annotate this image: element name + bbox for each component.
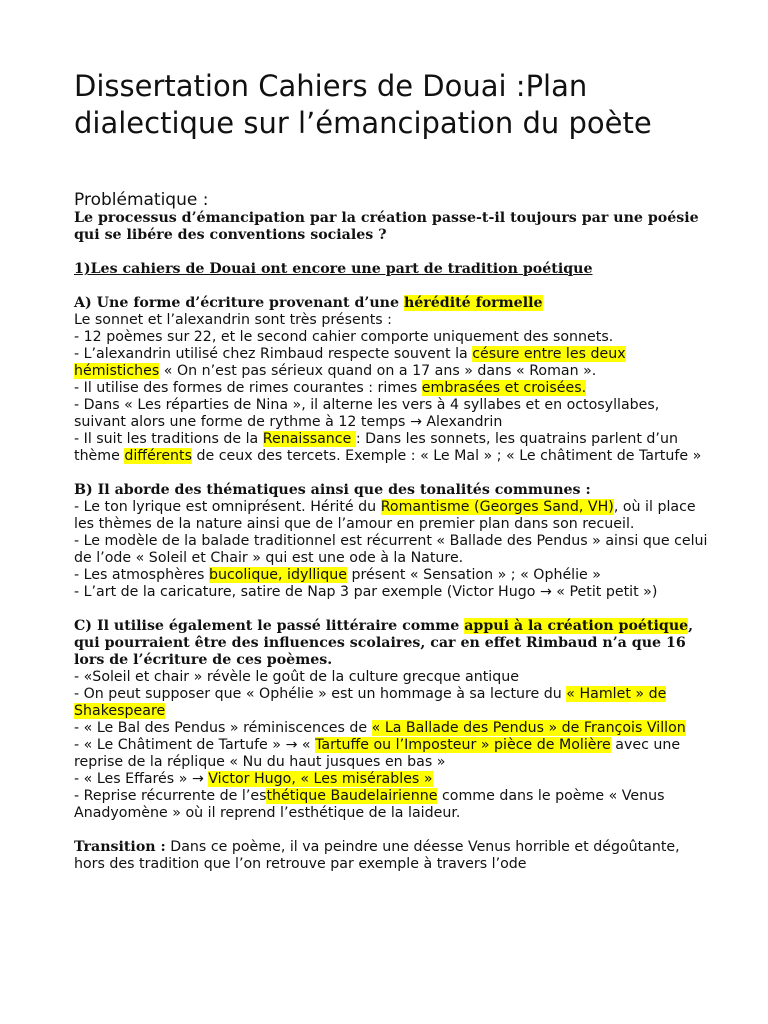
text-run: présent « Sensation » ; « Ophélie » bbox=[346, 567, 601, 583]
highlight: appui à la création poétique bbox=[464, 618, 689, 634]
text-run: - L’alexandrin utilisé chez Rimbaud respecte souvent la bbox=[74, 346, 473, 362]
section-a-bullet-2 bbox=[74, 346, 714, 380]
spacer bbox=[74, 465, 714, 482]
text-run: - On peut supposer que « Ophélie » est un hommage à sa lecture du bbox=[74, 686, 567, 702]
text-run: - Il suit les traditions de la bbox=[74, 431, 263, 447]
text-run: , où il place les thèmes de la nature ainsi que de l’amour en premier plan dans son recueil. bbox=[74, 499, 696, 532]
section-b-bullet-3 bbox=[74, 567, 714, 584]
document-body bbox=[74, 190, 714, 873]
section-c-bullet-4 bbox=[74, 737, 714, 771]
text-run: de ceux des tercets. Exemple : « Le Mal » ; « Le châtiment de Tartufe » bbox=[192, 448, 702, 464]
highlight: bucolique, idyllique bbox=[208, 567, 347, 583]
section-c-bullet-2 bbox=[74, 686, 714, 720]
highlight: différents bbox=[124, 448, 192, 464]
section-c-bullet-1: - «Soleil et chair » révèle le goût de la culture grecque antique bbox=[74, 669, 519, 685]
text-run: - « Le Châtiment de Tartufe » → « bbox=[74, 737, 316, 753]
problematique-question: Le processus d’émancipation par la création passe-t-il toujours par une poésie qui se libére des conventions sociales ? bbox=[74, 210, 699, 243]
section-b-heading: B) Il aborde des thématiques ainsi que des tonalités communes : bbox=[74, 482, 591, 498]
text-run: - Reprise récurrente de l’es bbox=[74, 788, 267, 804]
highlight: thétique Baudelairienne bbox=[266, 788, 438, 804]
text-run: - « Les Effarés » → bbox=[74, 771, 209, 787]
section-a-bullet-5 bbox=[74, 431, 714, 465]
text-run: - Les atmosphères bbox=[74, 567, 209, 583]
highlight: embrasées et croisées. bbox=[421, 380, 587, 396]
text-run: - « Le Bal des Pendus » réminiscences de bbox=[74, 720, 372, 736]
section-b-bullet-2: - Le modèle de la balade traditionnel est récurrent « Ballade des Pendus » ainsi que celui de l’ode « Soleil et Chair » qui est une ode à la Nature. bbox=[74, 533, 708, 566]
highlight: césure entre les deux hémistiches bbox=[74, 346, 626, 379]
spacer bbox=[74, 244, 714, 261]
section-a-bullet-3 bbox=[74, 380, 714, 397]
section-b-bullet-1 bbox=[74, 499, 714, 533]
text-run: - Il utilise des formes de rimes courantes : rimes bbox=[74, 380, 422, 396]
section-a-intro: Le sonnet et l’alexandrin sont très présents : bbox=[74, 312, 392, 328]
highlight: Romantisme (Georges Sand, VH) bbox=[380, 499, 614, 515]
text-run: : Dans les sonnets, les quatrains parlent d’un thème bbox=[74, 431, 678, 464]
highlight: hérédité formelle bbox=[403, 295, 543, 311]
highlight: « Hamlet » de Shakespeare bbox=[74, 686, 667, 719]
section-a-bullet-1: - 12 poèmes sur 22, et le second cahier comporte uniquement des sonnets. bbox=[74, 329, 614, 345]
text-run: comme dans le poème « Venus Anadyomène » où il reprend l’esthétique de la laideur. bbox=[74, 788, 665, 821]
section-a-heading-text: A) Une forme d’écriture provenant d’une bbox=[74, 295, 404, 311]
highlight: « La Ballade des Pendus » de François Villon bbox=[371, 720, 686, 736]
section-c-bullet-6 bbox=[74, 788, 714, 822]
section-b-bullet-4: - L’art de la caricature, satire de Nap 3 par exemple (Victor Hugo → « Petit petit ») bbox=[74, 584, 658, 600]
section-c-bullet-5 bbox=[74, 771, 714, 788]
section-c-heading bbox=[74, 618, 714, 669]
page-title: Dissertation Cahiers de Douai :Plan dialectique sur l’émancipation du poète bbox=[74, 69, 652, 140]
text-run: « On n’est pas sérieux quand on a 17 ans » dans « Roman ». bbox=[159, 363, 597, 379]
spacer bbox=[74, 601, 714, 618]
text-run: , qui pourraient être des influences scolaires, car en effet Rimbaud n’a que 16 lors de l’écriture de ces poèmes. bbox=[74, 618, 694, 668]
section-a-heading bbox=[74, 295, 714, 312]
text-run: avec une reprise de la réplique « Nu du haut jusques en bas » bbox=[74, 737, 681, 770]
text-run: - Le ton lyrique est omniprésent. Hérité du bbox=[74, 499, 381, 515]
transition-paragraph bbox=[74, 839, 714, 873]
section-c-bullet-3 bbox=[74, 720, 714, 737]
part1-heading: 1)Les cahiers de Douai ont encore une part de tradition poétique bbox=[74, 261, 593, 277]
highlight: Renaissance bbox=[262, 431, 356, 447]
spacer bbox=[74, 822, 714, 839]
section-a-bullet-4: - Dans « Les réparties de Nina », il alterne les vers à 4 syllabes et en octosyllabes, suivant alors une forme de rythme à 12 temps → Alexandrin bbox=[74, 397, 660, 430]
highlight: Victor Hugo, « Les misérables » bbox=[208, 771, 433, 787]
problematique-label: Problématique : bbox=[74, 190, 209, 210]
transition-label: Transition : bbox=[74, 839, 166, 855]
highlight: Tartuffe ou l’Imposteur » pièce de Molière bbox=[315, 737, 611, 753]
text-run: C) Il utilise également le passé littéraire comme bbox=[74, 618, 465, 634]
spacer bbox=[74, 278, 714, 295]
transition-text: Dans ce poème, il va peindre une déesse Venus horrible et dégoûtante, hors des tradition que l’on retrouve par exemple à travers l’ode bbox=[74, 839, 680, 872]
